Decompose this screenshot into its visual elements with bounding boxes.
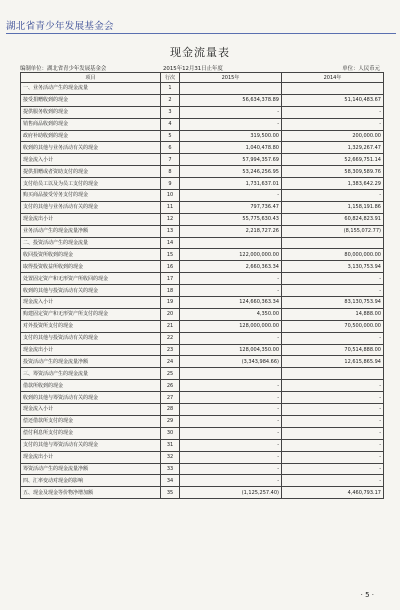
row-previous-year-cell: -	[282, 404, 384, 416]
table-row	[21, 142, 384, 154]
row-line-cell: 13	[161, 225, 180, 237]
table-row	[21, 273, 384, 285]
row-line-cell: 35	[161, 487, 180, 499]
row-line-cell: 2	[161, 94, 180, 106]
row-current-year-cell: 56,634,378.89	[180, 94, 282, 106]
row-current-year-cell: (3,343,984.66)	[180, 356, 282, 368]
row-line-cell: 17	[161, 273, 180, 285]
row-line-cell: 16	[161, 261, 180, 273]
row-item-cell: 支付给员工以及为员工支付的现金	[21, 178, 161, 190]
table-row	[21, 487, 384, 499]
row-line-cell: 15	[161, 249, 180, 261]
table-row	[21, 463, 384, 475]
row-previous-year-cell	[282, 83, 384, 95]
row-current-year-cell: -	[180, 392, 282, 404]
table-row	[21, 451, 384, 463]
row-item-cell: 现金流出小计	[21, 451, 161, 463]
row-line-cell: 24	[161, 356, 180, 368]
row-item-cell: 处置固定资产和无形资产所收回的现金	[21, 273, 161, 285]
row-previous-year-cell: 80,000,000.00	[282, 249, 384, 261]
table-row	[21, 166, 384, 178]
row-line-cell: 30	[161, 427, 180, 439]
table-row	[21, 392, 384, 404]
row-item-cell: 一、业务活动产生的现金流量	[21, 83, 161, 95]
row-previous-year-cell: 70,514,888.00	[282, 344, 384, 356]
row-previous-year-cell: 200,000.00	[282, 130, 384, 142]
row-line-cell: 21	[161, 320, 180, 332]
row-line-cell: 34	[161, 475, 180, 487]
row-previous-year-cell: 83,130,753.94	[282, 297, 384, 309]
table-row	[21, 356, 384, 368]
row-line-cell: 8	[161, 166, 180, 178]
row-current-year-cell: 124,660,363.34	[180, 297, 282, 309]
row-current-year-cell: 2,218,727.26	[180, 225, 282, 237]
row-current-year-cell: -	[180, 190, 282, 202]
row-current-year-cell: -	[180, 332, 282, 344]
row-line-cell: 29	[161, 415, 180, 427]
row-item-cell: 借款所收到的现金	[21, 380, 161, 392]
row-previous-year-cell: 51,140,483.67	[282, 94, 384, 106]
table-row	[21, 439, 384, 451]
row-previous-year-cell: -	[282, 392, 384, 404]
table-row	[21, 297, 384, 309]
table-row	[21, 308, 384, 320]
row-line-cell: 31	[161, 439, 180, 451]
row-current-year-cell: -	[180, 118, 282, 130]
row-line-cell: 23	[161, 344, 180, 356]
row-current-year-cell: 2,660,363.34	[180, 261, 282, 273]
table-row	[21, 83, 384, 95]
table-row	[21, 368, 384, 380]
table-row	[21, 427, 384, 439]
document-title: 现金流量表	[170, 46, 230, 59]
row-line-cell: 7	[161, 154, 180, 166]
row-line-cell: 25	[161, 368, 180, 380]
row-previous-year-cell	[282, 237, 384, 249]
row-previous-year-cell: -	[282, 118, 384, 130]
row-previous-year-cell: 58,309,589.76	[282, 166, 384, 178]
row-line-cell: 4	[161, 118, 180, 130]
row-item-cell: 收到的其他与业务活动有关的现金	[21, 142, 161, 154]
row-previous-year-cell: 4,460,793.17	[282, 487, 384, 499]
table-header-row	[21, 73, 384, 83]
row-line-cell: 14	[161, 237, 180, 249]
table-row	[21, 225, 384, 237]
row-current-year-cell: -	[180, 273, 282, 285]
row-item-cell: 收到的其他与筹资活动有关的现金	[21, 392, 161, 404]
row-current-year-cell: -	[180, 285, 282, 297]
row-item-cell: 支付的其他与业务活动有关的现金	[21, 201, 161, 213]
row-item-cell: 政府补助收到的现金	[21, 130, 161, 142]
row-item-cell: 收回投资所收到的现金	[21, 249, 161, 261]
row-previous-year-cell	[282, 368, 384, 380]
cash-flow-table	[20, 72, 384, 499]
row-item-cell: 现金流入小计	[21, 404, 161, 416]
row-current-year-cell: 319,500.00	[180, 130, 282, 142]
row-current-year-cell: 55,775,630.43	[180, 213, 282, 225]
row-previous-year-cell: 70,500,000.00	[282, 320, 384, 332]
row-previous-year-cell: -	[282, 380, 384, 392]
table-row	[21, 213, 384, 225]
row-item-cell: 对外投资所支付的现金	[21, 320, 161, 332]
row-previous-year-cell: 60,824,823.91	[282, 213, 384, 225]
table-row	[21, 415, 384, 427]
row-previous-year-cell: 14,888.00	[282, 308, 384, 320]
table-row	[21, 118, 384, 130]
table-row	[21, 285, 384, 297]
row-line-cell: 6	[161, 142, 180, 154]
table-row	[21, 332, 384, 344]
row-item-cell: 业务活动产生的现金流量净额	[21, 225, 161, 237]
row-item-cell: 现金流入小计	[21, 297, 161, 309]
row-current-year-cell: 128,000,000.00	[180, 320, 282, 332]
row-current-year-cell: -	[180, 380, 282, 392]
row-current-year-cell: 53,246,256.95	[180, 166, 282, 178]
table-row	[21, 237, 384, 249]
row-current-year-cell	[180, 237, 282, 249]
organization-header: 湖北省青少年发展基金会	[6, 21, 114, 32]
row-current-year-cell: -	[180, 439, 282, 451]
table-row	[21, 249, 384, 261]
column-header-line: 行次	[161, 73, 180, 83]
table-row	[21, 261, 384, 273]
row-previous-year-cell: -	[282, 439, 384, 451]
row-item-cell: 四、汇率变动对现金的影响	[21, 475, 161, 487]
row-line-cell: 9	[161, 178, 180, 190]
page-number: · 5 ·	[360, 591, 374, 599]
row-item-cell: 投资活动产生的现金流量净额	[21, 356, 161, 368]
row-line-cell: 27	[161, 392, 180, 404]
row-line-cell: 11	[161, 201, 180, 213]
row-item-cell: 提供捐赠或者资助支付的现金	[21, 166, 161, 178]
row-current-year-cell: 4,350.00	[180, 308, 282, 320]
currency-unit: 单位：人民币元	[342, 66, 380, 72]
row-line-cell: 26	[161, 380, 180, 392]
row-line-cell: 1	[161, 83, 180, 95]
table-row	[21, 475, 384, 487]
row-item-cell: 现金流出小计	[21, 344, 161, 356]
row-current-year-cell: 128,004,350.00	[180, 344, 282, 356]
row-current-year-cell: 1,040,478.80	[180, 142, 282, 154]
row-previous-year-cell: -	[282, 106, 384, 118]
row-previous-year-cell: 52,669,751.14	[282, 154, 384, 166]
row-current-year-cell: -	[180, 404, 282, 416]
row-current-year-cell: -	[180, 463, 282, 475]
column-header-current-year: 2015年	[180, 73, 282, 83]
row-line-cell: 32	[161, 451, 180, 463]
row-previous-year-cell: -	[282, 273, 384, 285]
row-current-year-cell: 797,736.47	[180, 201, 282, 213]
row-item-cell: 支付的其他与投资活动有关的现金	[21, 332, 161, 344]
row-current-year-cell: -	[180, 475, 282, 487]
row-item-cell: 偿还借款所支付的现金	[21, 415, 161, 427]
reporting-entity: 编制单位：湖北省青少年发展基金会	[20, 66, 107, 72]
row-item-cell: 筹资活动产生的现金流量净额	[21, 463, 161, 475]
table-row	[21, 201, 384, 213]
row-line-cell: 18	[161, 285, 180, 297]
row-line-cell: 12	[161, 213, 180, 225]
row-item-cell: 支付的其他与筹资活动有关的现金	[21, 439, 161, 451]
row-previous-year-cell: (8,155,072.77)	[282, 225, 384, 237]
row-current-year-cell	[180, 83, 282, 95]
table-row	[21, 94, 384, 106]
column-header-item: 项目	[21, 73, 161, 83]
row-line-cell: 33	[161, 463, 180, 475]
row-previous-year-cell: 1,158,191.86	[282, 201, 384, 213]
header-divider	[6, 33, 396, 34]
row-item-cell: 二、投资活动产生的现金流量	[21, 237, 161, 249]
row-line-cell: 28	[161, 404, 180, 416]
row-item-cell: 五、现金及现金等价物净增加额	[21, 487, 161, 499]
row-line-cell: 10	[161, 190, 180, 202]
row-previous-year-cell: -	[282, 415, 384, 427]
row-current-year-cell	[180, 368, 282, 380]
row-current-year-cell: 57,994,357.69	[180, 154, 282, 166]
row-previous-year-cell: 3,130,753.94	[282, 261, 384, 273]
row-previous-year-cell: -	[282, 332, 384, 344]
table-row	[21, 178, 384, 190]
row-previous-year-cell: -	[282, 427, 384, 439]
row-item-cell: 现金流出小计	[21, 213, 161, 225]
table-row	[21, 190, 384, 202]
row-current-year-cell: 122,000,000.00	[180, 249, 282, 261]
row-previous-year-cell: 1,383,642.29	[282, 178, 384, 190]
row-current-year-cell: -	[180, 106, 282, 118]
table-row	[21, 320, 384, 332]
row-line-cell: 20	[161, 308, 180, 320]
row-item-cell: 三、筹资活动产生的现金流量	[21, 368, 161, 380]
table-row	[21, 130, 384, 142]
row-current-year-cell: -	[180, 451, 282, 463]
row-previous-year-cell: 1,329,267.47	[282, 142, 384, 154]
row-item-cell: 取得投资收益所收到的现金	[21, 261, 161, 273]
row-previous-year-cell: -	[282, 451, 384, 463]
table-row	[21, 404, 384, 416]
row-current-year-cell: -	[180, 427, 282, 439]
row-item-cell: 提供服务收到的现金	[21, 106, 161, 118]
row-previous-year-cell: -	[282, 475, 384, 487]
row-previous-year-cell: 12,615,865.94	[282, 356, 384, 368]
row-item-cell: 偿付利息所支付的现金	[21, 427, 161, 439]
table-row	[21, 344, 384, 356]
column-header-previous-year: 2014年	[282, 73, 384, 83]
row-previous-year-cell: -	[282, 190, 384, 202]
row-current-year-cell: 1,731,637.01	[180, 178, 282, 190]
table-row	[21, 380, 384, 392]
row-item-cell: 购建固定资产和无形资产所支付的现金	[21, 308, 161, 320]
row-line-cell: 3	[161, 106, 180, 118]
row-current-year-cell: -	[180, 415, 282, 427]
row-item-cell: 销售商品收到的现金	[21, 118, 161, 130]
row-previous-year-cell: -	[282, 285, 384, 297]
table-row	[21, 106, 384, 118]
row-item-cell: 购买商品接受劳务支付的现金	[21, 190, 161, 202]
reporting-period: 2015年12月31日止年度	[163, 66, 223, 72]
row-line-cell: 22	[161, 332, 180, 344]
row-item-cell: 收到的其他与投资活动有关的现金	[21, 285, 161, 297]
row-current-year-cell: (1,125,257.40)	[180, 487, 282, 499]
row-previous-year-cell: -	[282, 463, 384, 475]
table-row	[21, 154, 384, 166]
row-line-cell: 5	[161, 130, 180, 142]
row-line-cell: 19	[161, 297, 180, 309]
row-item-cell: 接受捐赠收到的现金	[21, 94, 161, 106]
row-item-cell: 现金流入小计	[21, 154, 161, 166]
